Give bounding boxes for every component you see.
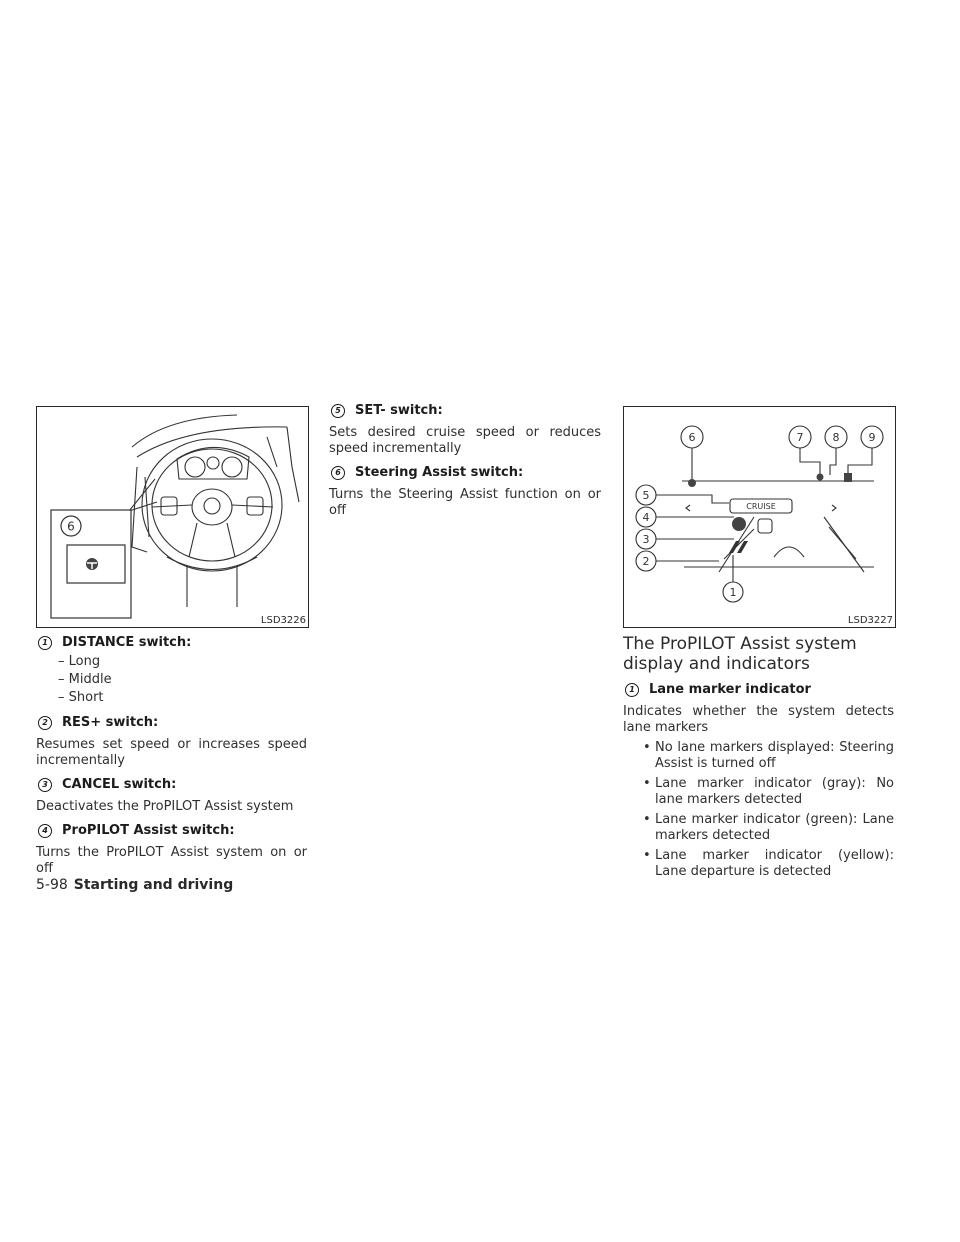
item-title: CANCEL switch:	[62, 777, 177, 792]
item-set-switch	[329, 403, 601, 457]
callout-3: 3	[642, 533, 650, 546]
page-number: 5-98	[36, 877, 68, 893]
number-badge: 5	[331, 404, 345, 418]
display-indicators-figure	[623, 406, 896, 628]
item-lane-marker-indicator	[623, 682, 894, 880]
number-badge: 4	[38, 824, 52, 838]
callout-6: 6	[688, 431, 696, 444]
section-title: Starting and driving	[73, 877, 234, 893]
item-title: Steering Assist switch:	[355, 465, 524, 480]
item-text: Resumes set speed or increases speed incrementally	[36, 737, 307, 768]
figure-code-left: LSD3226	[260, 615, 306, 626]
item-text: Turns the Steering Assist function on or off	[329, 487, 601, 518]
distance-options	[58, 653, 307, 707]
cruise-label: CRUISE	[746, 502, 776, 511]
item-res-switch	[36, 715, 307, 769]
item-title: Lane marker indicator	[649, 682, 811, 697]
callout-1: 1	[729, 586, 737, 599]
item-steering-assist-switch	[329, 465, 601, 519]
item-heading	[36, 823, 307, 839]
figure-code-right: LSD3227	[847, 615, 893, 626]
figure-left-callout: 6	[67, 519, 75, 534]
steering-wheel-figure	[36, 406, 309, 628]
callout-8: 8	[832, 431, 840, 444]
list-item: • Lane marker indicator (yellow): Lane departure is detected	[643, 848, 894, 879]
item-title: RES+ switch:	[62, 715, 159, 730]
list-item: • Lane marker indicator (gray): No lane markers detected	[643, 776, 894, 807]
item-text: Indicates whether the system detects lane markers	[623, 704, 894, 735]
item-heading	[36, 715, 307, 731]
item-heading	[623, 682, 894, 698]
page-footer	[36, 877, 233, 893]
item-text: Sets desired cruise speed or reduces speed incrementally	[329, 425, 601, 456]
item-heading	[329, 403, 601, 419]
section-heading	[623, 634, 894, 674]
number-badge: 1	[38, 636, 52, 650]
item-title: ProPILOT Assist switch:	[62, 823, 235, 838]
steering-wheel-illustration	[37, 407, 308, 627]
right-column	[623, 634, 894, 884]
item-distance-switch	[36, 635, 307, 707]
item-title: SET- switch:	[355, 403, 443, 418]
heading-line-1: The ProPILOT Assist system	[623, 634, 857, 654]
callout-2: 2	[642, 555, 650, 568]
number-badge: 1	[625, 683, 639, 697]
item-cancel-switch	[36, 777, 307, 815]
list-item: – Short	[58, 690, 104, 705]
heading-line-2: display and indicators	[623, 654, 810, 674]
display-diagram	[624, 407, 895, 627]
item-text: Turns the ProPILOT Assist system on or off	[36, 845, 307, 876]
item-heading	[329, 465, 601, 481]
item-title: DISTANCE switch:	[62, 635, 192, 650]
callout-9: 9	[868, 431, 876, 444]
number-badge: 3	[38, 778, 52, 792]
list-item: • No lane markers displayed: Steering Assist is turned off	[643, 740, 894, 771]
indicator-states-list	[623, 740, 894, 880]
number-badge: 6	[331, 466, 345, 480]
item-propilot-switch	[36, 823, 307, 877]
list-item: – Long	[58, 654, 101, 669]
item-text: Deactivates the ProPILOT Assist system	[36, 799, 294, 814]
item-heading	[36, 777, 307, 793]
list-item: – Middle	[58, 672, 112, 687]
middle-column	[329, 403, 601, 519]
item-heading	[36, 635, 307, 651]
callout-4: 4	[642, 511, 650, 524]
list-item: • Lane marker indicator (green): Lane markers detected	[643, 812, 894, 843]
left-column	[36, 635, 307, 877]
callout-7: 7	[796, 431, 804, 444]
callout-5: 5	[642, 489, 650, 502]
number-badge: 2	[38, 716, 52, 730]
